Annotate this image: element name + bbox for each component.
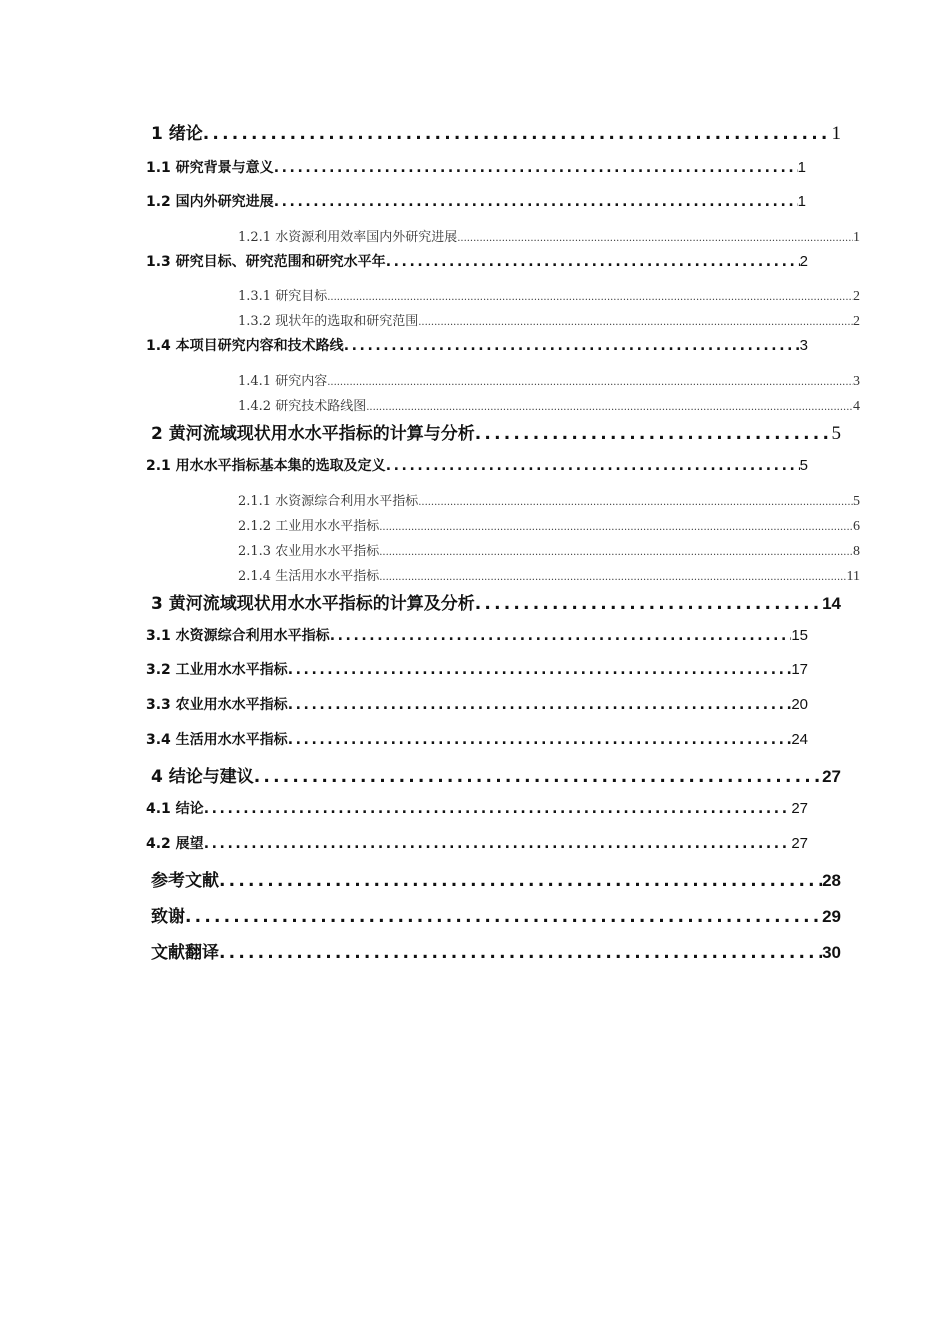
toc-entry[interactable] [146,833,808,853]
toc-entry-page: 1 [797,159,806,176]
toc-entry-page: 20 [791,696,808,713]
toc-entry-label: 1.1 研究背景与意义 [146,160,274,176]
toc-entry-label: 1.4 本项目研究内容和技术路线 [146,338,344,354]
toc-entry[interactable] [238,285,860,305]
toc-entry[interactable] [146,191,806,211]
toc-entry[interactable] [146,455,808,475]
toc-entry-page: 6 [853,519,860,534]
toc-entry-page: 2 [853,314,860,329]
dot-leader [204,836,792,852]
toc-entry-label: 3.3 农业用水水平指标 [146,697,288,713]
toc-entry[interactable] [146,659,808,679]
dot-leader [344,338,800,354]
toc-entry-page: 27 [822,767,841,786]
toc-entry-page: 11 [846,569,860,584]
dot-leader [274,194,798,210]
toc-entry[interactable] [146,694,808,714]
dot-leader [219,871,822,891]
toc-entry[interactable] [151,902,841,927]
dot-leader [327,289,853,304]
toc-entry[interactable] [151,589,841,614]
toc-entry-page: 17 [791,661,808,678]
toc-entry[interactable] [238,490,860,510]
toc-entry[interactable] [151,762,841,787]
dot-leader [288,732,792,748]
toc-entry-label: 2.1.2 工业用水水平指标 [238,519,380,534]
toc-entry-page: 2 [853,289,860,304]
toc-entry-label: 2.1.4 生活用水水平指标 [238,569,380,584]
toc-entry-label: 2.1 用水水平指标基本集的选取及定义 [146,458,386,474]
toc-entry-label: 致谢 [151,907,185,927]
dot-leader [379,519,853,534]
toc-entry-label: 2 黄河流域现状用水水平指标的计算与分析 [151,424,475,444]
toc-entry-page: 30 [822,943,841,962]
toc-entry-label: 1.3.1 研究目标 [238,289,328,304]
toc-entry[interactable] [238,540,860,560]
toc-entry-label: 3.2 工业用水水平指标 [146,662,288,678]
toc-entry-label: 参考文献 [151,871,219,891]
toc-entry-page: 14 [822,594,841,613]
dot-leader [457,230,853,245]
dot-leader [219,943,822,963]
toc-entry[interactable] [238,370,860,390]
toc-entry-label: 2.1.3 农业用水水平指标 [238,544,380,559]
toc-entry-label: 4 结论与建议 [151,767,254,787]
toc-entry-page: 8 [853,544,860,559]
dot-leader [203,124,832,144]
dot-leader [366,399,853,414]
toc-entry-label: 文献翻译 [151,943,219,963]
dot-leader [185,907,822,927]
toc-entry[interactable] [146,729,808,749]
dot-leader [386,458,800,474]
toc-entry-label: 1.3.2 现状年的选取和研究范围 [238,314,419,329]
dot-leader [288,697,792,713]
toc-entry[interactable] [146,625,808,645]
dot-leader [327,374,853,389]
toc-entry[interactable] [238,310,860,330]
toc-entry-page: 5 [853,494,860,509]
toc-entry-label: 1.4.1 研究内容 [238,374,328,389]
toc-entry-page: 24 [791,731,808,748]
toc-entry-label: 3.4 生活用水水平指标 [146,732,288,748]
toc-entry-label: 2.1.1 水资源综合利用水平指标 [238,494,419,509]
toc-entry-page: 1 [797,193,806,210]
dot-leader [475,424,832,444]
toc-entry-page: 27 [791,835,808,852]
toc-entry-label: 3.1 水资源综合利用水平指标 [146,628,330,644]
dot-leader [418,314,853,329]
toc-entry-page: 1 [853,230,860,245]
toc-entry[interactable] [146,251,808,271]
toc-entry-label: 1.2.1 水资源利用效率国内外研究进展 [238,230,458,245]
toc-entry[interactable] [238,395,860,415]
toc-entry-page: 15 [791,627,808,644]
toc-entry-page: 27 [791,800,808,817]
dot-leader [379,569,846,584]
toc-entry-page: 5 [799,457,808,474]
dot-leader [204,801,792,817]
toc-entry-page: 2 [799,253,808,270]
toc-entry-label: 1.3 研究目标、研究范围和研究水平年 [146,254,386,270]
toc-entry-label: 3 黄河流域现状用水水平指标的计算及分析 [151,594,475,614]
toc-entry-label: 4.2 展望 [146,836,204,852]
dot-leader [475,594,822,614]
toc-entry[interactable] [151,938,841,963]
toc-entry-label: 4.1 结论 [146,801,204,817]
dot-leader [288,662,792,678]
toc-entry[interactable] [238,565,860,585]
toc-entry[interactable] [146,335,808,355]
toc-entry-page: 4 [853,399,860,414]
toc-entry-label: 1.4.2 研究技术路线图 [238,399,367,414]
toc-entry-page: 29 [822,907,841,926]
toc-entry[interactable] [151,419,841,445]
dot-leader [330,628,792,644]
toc-entry-page: 5 [831,423,841,444]
toc-entry[interactable] [238,515,860,535]
dot-leader [379,544,853,559]
toc-entry-page: 1 [831,123,841,144]
toc-entry[interactable] [151,866,841,891]
toc-entry-label: 1 绪论 [151,124,203,144]
dot-leader [418,494,853,509]
toc-entry[interactable] [146,157,806,177]
dot-leader [254,767,822,787]
dot-leader [386,254,800,270]
toc-entry-label: 1.2 国内外研究进展 [146,194,274,210]
toc-entry[interactable] [146,798,808,818]
dot-leader [274,160,798,176]
toc-entry-page: 3 [853,374,860,389]
toc-entry[interactable] [238,226,860,246]
toc-entry-page: 28 [822,871,841,890]
toc-entry-page: 3 [799,337,808,354]
toc-entry[interactable] [151,119,841,145]
